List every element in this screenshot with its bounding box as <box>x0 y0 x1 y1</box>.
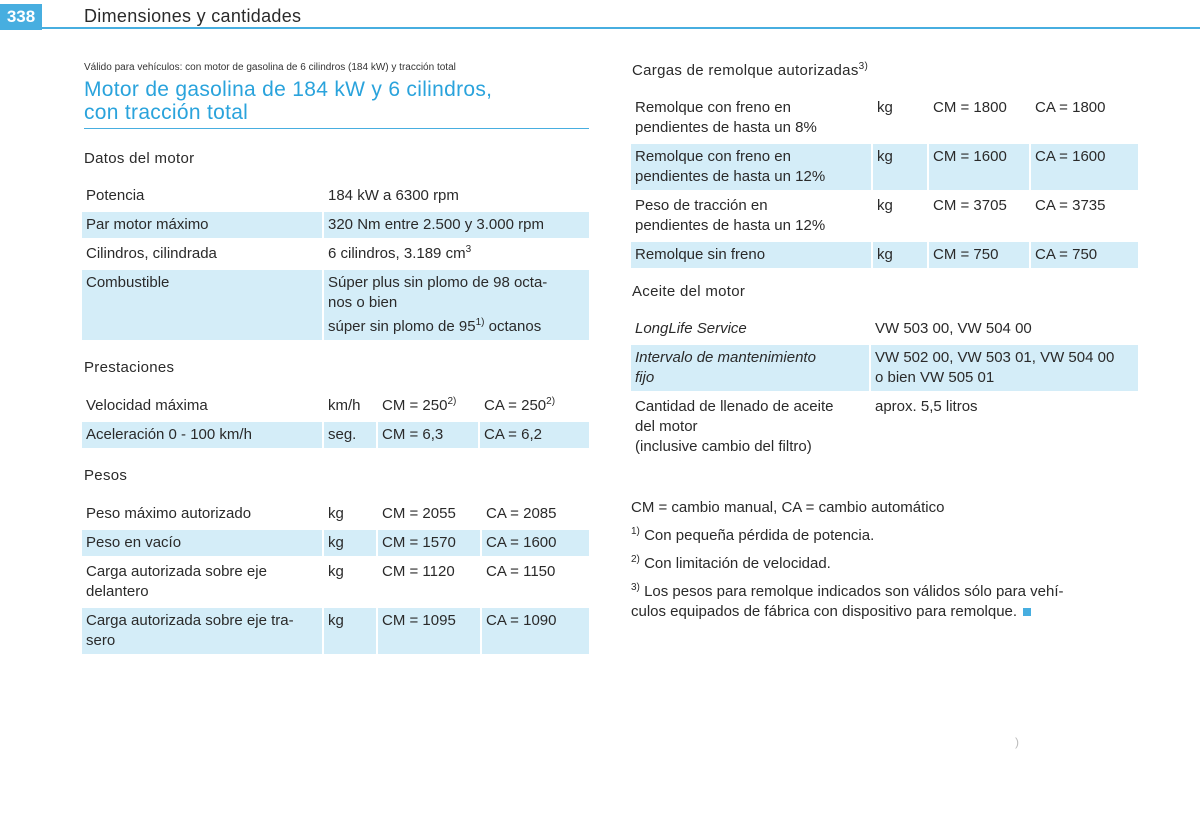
table-cell: kg <box>322 608 376 654</box>
table-row <box>82 530 589 556</box>
table-cell: km/h <box>322 393 376 419</box>
footnote-1: $^{1)}$ Con pequeña pérdida de potencia. <box>631 526 875 544</box>
table-cell: CA = 750 <box>1029 242 1138 268</box>
table-cell: Aceleración 0 - 100 km/h <box>82 422 322 448</box>
table-cell: CM = $250^{2)}$ <box>376 393 478 419</box>
table-row <box>631 95 1138 141</box>
table-cell: CM = 3705 <box>927 193 1029 239</box>
legend-note: CM = cambio manual, CA = cambio automático <box>631 499 945 516</box>
table-row <box>631 394 1138 460</box>
main-heading <box>84 78 589 129</box>
weights-section-title: Pesos <box>84 467 128 484</box>
table-row <box>82 559 589 605</box>
performance-section-title: Prestaciones <box>84 359 175 376</box>
scan-mark: ) <box>1015 735 1019 749</box>
table-cell: kg <box>871 144 927 190</box>
table-cell: kg <box>322 530 376 556</box>
table-cell: CM = 750 <box>927 242 1029 268</box>
validity-note: Válido para vehículos: con motor de gasolina de 6 cilindros (184 kW) y tracción total <box>84 62 456 73</box>
table-cell: CA = $250^{2)}$ <box>478 393 589 419</box>
table-cell: CA = 1600 <box>1029 144 1138 190</box>
table-cell: Carga autorizada sobre eje delantero <box>86 563 267 600</box>
table-row <box>82 183 589 209</box>
oil-section-title: Aceite del motor <box>632 283 746 300</box>
engine-value: Súper plus sin plomo de 98 octa- nos o bien súper sin plomo de 95$^{1)}$ octanos <box>322 270 589 340</box>
table-cell: CM = 1600 <box>927 144 1029 190</box>
table-cell: CM = 6,3 <box>376 422 478 448</box>
engine-label: Potencia <box>86 187 145 204</box>
table-row <box>82 212 589 238</box>
table-cell: CA = 3735 <box>1029 193 1138 239</box>
table-cell: LongLife Service <box>635 320 747 337</box>
table-cell: Peso de tracción en pendientes de hasta un 12% <box>635 197 826 234</box>
oil-table <box>631 313 1138 463</box>
performance-table <box>82 390 589 451</box>
table-row <box>631 144 1138 190</box>
table-cell: Cantidad de llenado de aceite del motor (inclusive cambio del filtro) <box>635 398 834 455</box>
table-row <box>82 608 589 654</box>
table-cell: CA = 1600 <box>480 530 589 556</box>
footnote-3: $^{3)}$ Los pesos para remolque indicados son válidos sólo para vehí- culos equipados de fábrica con dispositivo para remolque. <box>631 582 1064 620</box>
page-number: 338 <box>0 4 42 30</box>
table-row <box>82 270 589 340</box>
table-cell: CM = 1095 <box>376 608 480 654</box>
table-cell: kg <box>871 242 927 268</box>
footnote-2: $^{2)}$ Con limitación de velocidad. <box>631 554 831 572</box>
table-cell: kg <box>322 501 376 527</box>
table-cell: CA = 1150 <box>480 559 589 605</box>
table-cell: CA = 1090 <box>480 608 589 654</box>
table-cell: kg <box>322 559 376 605</box>
table-cell: CA = 2085 <box>480 501 589 527</box>
table-cell: Carga autorizada sobre eje tra- sero <box>82 608 322 654</box>
table-cell: aprox. 5,5 litros <box>869 394 1138 460</box>
engine-value: 6 cilindros, 3.189 $cm^3$ <box>322 241 589 267</box>
table-cell: Peso máximo autorizado <box>86 505 252 522</box>
table-cell: VW 503 00, VW 504 00 <box>869 316 1138 342</box>
end-square-icon <box>1023 608 1031 616</box>
table-row <box>631 242 1138 268</box>
table-cell: CA = 6,2 <box>478 422 589 448</box>
table-cell: Remolque con freno en pendientes de hasta un 8% <box>635 99 817 136</box>
table-row <box>631 345 1138 391</box>
engine-label: Combustible <box>82 270 322 340</box>
main-heading-line1: Motor de gasolina de 184 kW y 6 cilindros, <box>84 78 493 101</box>
table-cell: Remolque sin freno <box>631 242 871 268</box>
engine-value: 320 Nm entre 2.500 y 3.000 rpm <box>322 212 589 238</box>
table-cell: VW 502 00, VW 503 01, VW 504 00 o bien VW 505 01 <box>869 345 1138 391</box>
engine-label: Par motor máximo <box>82 212 322 238</box>
table-cell: CM = 2055 <box>376 501 480 527</box>
table-cell: seg. <box>322 422 376 448</box>
table-row <box>82 241 589 267</box>
table-row <box>631 193 1138 239</box>
table-cell: CM = 1120 <box>376 559 480 605</box>
weights-table <box>82 498 589 657</box>
chapter-title: Dimensiones y cantidades <box>84 6 302 26</box>
table-cell: CA = 1800 <box>1029 95 1138 141</box>
table-cell: CM = 1570 <box>376 530 480 556</box>
header-rule <box>42 27 1200 29</box>
engine-section-title: Datos del motor <box>84 150 195 167</box>
trailer-table <box>631 92 1138 271</box>
table-cell: kg <box>871 95 927 141</box>
table-row <box>82 501 589 527</box>
table-row <box>82 422 589 448</box>
engine-label: Cilindros, cilindrada <box>86 245 217 262</box>
table-row <box>82 393 589 419</box>
table-cell: Intervalo de mantenimiento fijo <box>631 345 869 391</box>
trailer-section-title: Cargas de remolque autorizadas$^{3)}$ <box>632 61 869 79</box>
table-cell: CM = 1800 <box>927 95 1029 141</box>
table-cell: Remolque con freno en pendientes de hasta un 12% <box>631 144 871 190</box>
main-heading-line2: con tracción total <box>84 101 249 124</box>
table-cell: Velocidad máxima <box>86 397 208 414</box>
table-cell: Peso en vacío <box>82 530 322 556</box>
engine-value: 184 kW a 6300 rpm <box>322 183 589 209</box>
table-cell: kg <box>871 193 927 239</box>
engine-table <box>82 180 589 343</box>
table-row <box>631 316 1138 342</box>
